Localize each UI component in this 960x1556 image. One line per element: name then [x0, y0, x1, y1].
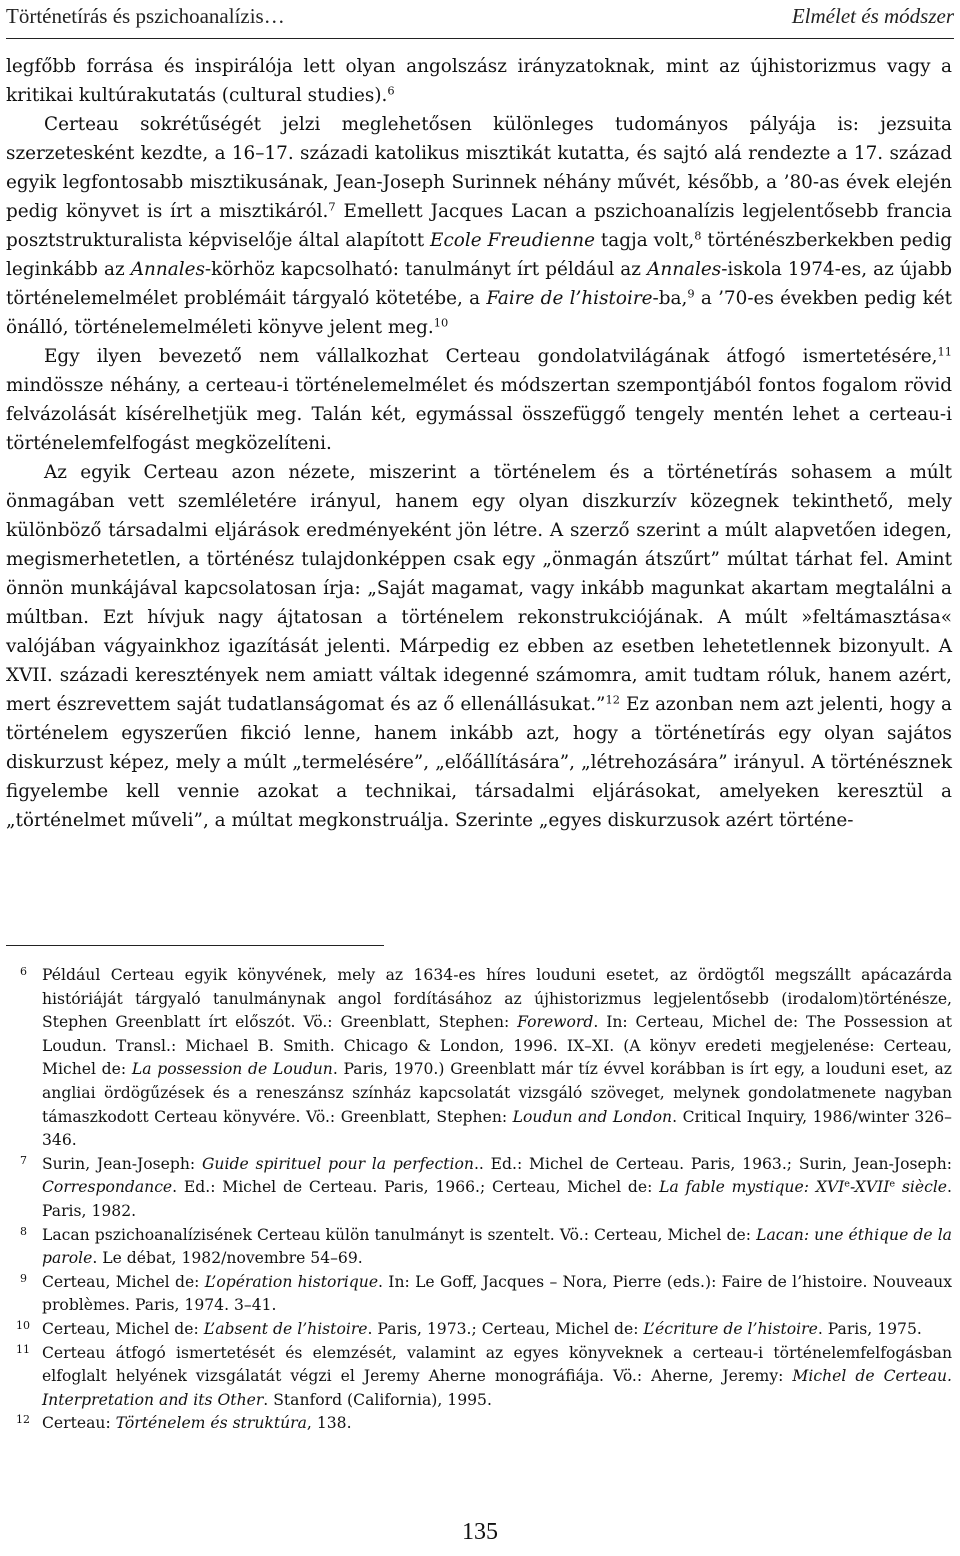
- footnote-8: [6, 1224, 952, 1271]
- text-run: tagja volt,: [594, 230, 695, 251]
- footnote-ref-6[interactable]: 6: [387, 83, 395, 98]
- italic-title: La fable mystique: XVI: [659, 1178, 845, 1197]
- text-run: Például Certeau egyik könyvének, mely az 1634-es híres louduni esetet, az ördögtől megszállt apácazárda históriáját tárgyaló tanulmánynak angol fordításához az újhistorizmus legjelentősebb (irodalom)történésze, Stephen Greenblatt írt előszót. Vö.: Greenblatt, Stephen:: [42, 966, 952, 1032]
- paragraph-3: [6, 342, 952, 458]
- running-header: [6, 4, 954, 34]
- text-run: . Paris, 1982.: [42, 1178, 952, 1220]
- footnote-7: [6, 1153, 952, 1224]
- footnote-ref-9[interactable]: 9: [687, 286, 695, 301]
- italic-title: Ecole Freudienne: [430, 230, 595, 251]
- italic-title: La possession de Loudun: [131, 1060, 333, 1079]
- footnote-number: 12: [16, 1413, 30, 1427]
- italic-title: Loudun and London: [512, 1107, 673, 1126]
- text-run: . Paris, 1975.: [817, 1319, 922, 1338]
- text-run: . In: Certeau, Michel de: The Possession at Loudun. Transl.: Michael B. Smith. Chicago & London, 1996. IX–XI. (A könyv eredeti megjelenése: Certeau, Michel de:: [42, 1013, 952, 1079]
- footnote-ref-12[interactable]: 12: [605, 692, 620, 707]
- italic-title: Foreword: [517, 1013, 594, 1032]
- footnote-9: [6, 1271, 952, 1318]
- footnote-separator: [6, 945, 384, 946]
- text-run: . Ed.: Michel de Certeau. Paris, 1966.; Certeau, Michel de:: [172, 1178, 660, 1197]
- paragraph-4: [6, 458, 952, 835]
- footnote-ref-10[interactable]: 10: [433, 315, 449, 330]
- footnote-10: [6, 1318, 952, 1342]
- italic-title: Annales: [130, 259, 205, 280]
- paragraph-1: [6, 52, 952, 110]
- text-run: Certeau sokrétűségét jelzi meglehetősen különleges tudományos pályája is: jezsuita szerzetesként kezdte, a 16–17. századi katolikus misztikát kutatta, és sajtó alá rendezte a 17. század egyik legfontosabb misztikusának, Jean-Joseph Surinnek néhány művét, később, a ’80-as évek elején pedig könyvet is írt a misztikáról.: [6, 114, 952, 222]
- footnote-12: [6, 1412, 952, 1436]
- italic-title: Michel de Certeau. Interpretation and its Other: [42, 1367, 952, 1409]
- italic-title: Történelem és struktúra: [115, 1414, 307, 1433]
- text-run: Surin, Jean-Joseph:: [42, 1154, 202, 1173]
- main-text: [6, 52, 952, 835]
- text-run: . Paris, 1973.; Certeau, Michel de:: [367, 1319, 644, 1338]
- text-run: . Paris, 1970.) Greenblatt már tíz évvel korábban is írt egy, a louduni eset, az angliai ördögűzések és a reneszánsz színház kapcsolatát vizsgáló szöveget, melynek gondolatmenete nagyban támaszkodott Certeau könyvére. Vö.: Greenblatt, Stephen:: [42, 1060, 952, 1126]
- text-run: -iskola 1974-es, az újabb történelemelmélet problémáit tárgyaló kötetébe, a: [6, 259, 952, 309]
- italic-title: L’écriture de l’histoire: [643, 1319, 818, 1338]
- text-run: történészberkekben pedig leginkább az: [6, 230, 952, 280]
- page-number: 135: [462, 1519, 498, 1545]
- text-run: . Critical Inquiry, 1986/winter 326–346.: [42, 1107, 952, 1150]
- text-run: Certeau:: [42, 1414, 116, 1433]
- text-run: Certeau átfogó ismertetését és elemzését, valamint az egyes könyveknek a certeau-i történelemfelfogásban elfoglalt helyének vizsgálatát végzi el Jeremy Aherne monográfiája. Vö.: Aherne, Jeremy:: [42, 1343, 952, 1386]
- footnote-number: 6: [20, 965, 27, 978]
- text-run: legfőbb forrása és inspirálója lett olyan angolszász irányzatoknak, mint az újhistorizmus vagy a kritikai kultúrakutatás (cultural studies).: [6, 56, 952, 106]
- text-run: mindössze néhány, a certeau-i történelemelmélet és módszertan szempontjából fontos fogalom rövid felvázolását kísérelhetjük meg. Talán két, egymással összefüggő tengely mentén lehet a certeau-i történelemfelfogást megközelíteni.: [6, 375, 952, 454]
- italic-title: Guide spirituel pour la perfection: [201, 1154, 474, 1173]
- text-run: -ba,: [652, 288, 688, 309]
- text-run: . Stanford (California), 1995.: [263, 1390, 492, 1409]
- footnote-number: 10: [16, 1318, 30, 1332]
- header-rule: [6, 38, 954, 39]
- footnote-6: [6, 964, 952, 1153]
- superscript: e: [844, 1179, 850, 1191]
- text-run: Az egyik Certeau azon nézete, miszerint a történelem és a történetírás sohasem a múlt önmagában vett szemléletére irányul, hanem egy olyan diszkurzív közegnek tekinthető, mely különböző társadalmi eljárások eredményeként jön létre. A szerző szerint a múlt alapvetően idegen, megismerhetetlen, a történész tulajdonképpen csak egy „önmagán átszűrt” múltat tárhat fel. Amint önnön munkájával kapcsolatosan írja: „Saját magamat, vagy inkább magunkat akartam megtalálni a múltban. Ezt hívjuk nagy ájtatosan a történelem rekonstrukciójának. A múlt »feltámasztása« valójában vágyainkhoz igazítását jelenti. Márpedig ez ebben az esetben lehetetlennek bizonyult. A XVII. századi keresztények nem amiatt váltak idegenné számomra, amit tudtam róluk, hanem azért, mert észrevettem saját tudatlanságomat és az ő ellenállásukat.”: [6, 462, 952, 715]
- footnote-number: 8: [20, 1224, 27, 1238]
- superscript: e: [889, 1179, 896, 1191]
- footnote-number: 9: [20, 1271, 27, 1285]
- italic-title: -XVII: [849, 1178, 890, 1197]
- text-run: .. Ed.: Michel de Certeau. Paris, 1963.; Surin, Jean-Joseph:: [473, 1154, 953, 1173]
- header-left-title: Történetírás és pszichoanalízis…: [6, 4, 285, 28]
- text-run: Certeau, Michel de:: [42, 1272, 205, 1291]
- footnote-number: 11: [16, 1342, 30, 1356]
- paragraph-2: [6, 110, 952, 342]
- text-run: . In: Le Goff, Jacques – Nora, Pierre (eds.): Faire de l’histoire. Nouveaux problèmes. Paris, 1974. 3–41.: [42, 1272, 952, 1315]
- text-run: Lacan pszichoanalízisének Certeau külön tanulmányt is szentelt. Vö.: Certeau, Michel de:: [42, 1225, 757, 1244]
- text-run: Emellett Jacques Lacan a pszichoanalízis legjelentősebb francia posztstrukturalista képviselője által alapított: [6, 201, 952, 251]
- text-run: Egy ilyen bevezető nem vállalkozhat Certeau gondolatvilágának átfogó ismertetésére,: [44, 346, 938, 367]
- italic-title: Lacan: une éthique de la parole: [42, 1225, 952, 1268]
- footnote-11: [6, 1342, 952, 1413]
- italic-title: Faire de l’histoire: [486, 288, 653, 309]
- text-run: . Le débat, 1982/novembre 54–69.: [92, 1249, 363, 1268]
- text-run: -körhöz kapcsolható: tanulmányt írt például az: [204, 259, 648, 280]
- italic-title: L’opération historique: [204, 1272, 379, 1291]
- footnote-number: 7: [20, 1153, 27, 1167]
- italic-title: siècle: [895, 1178, 948, 1197]
- italic-title: Correspondance: [42, 1178, 173, 1197]
- italic-title: L’absent de l’histoire: [203, 1319, 368, 1338]
- footnotes: [6, 964, 952, 1436]
- footnote-ref-11[interactable]: 11: [937, 344, 952, 359]
- header-right-title: Elmélet és módszer: [791, 4, 954, 28]
- text-run: , 138.: [306, 1414, 352, 1433]
- text-run: Ez azonban nem azt jelenti, hogy a történelem egyszerűen fikció lenne, hanem inkább azt, hogy a történetírás egy olyan sajátos diskurzust képez, mely a múlt „termelésére”, „előállítására”, „létrehozására” irányul. A történésznek figyelembe kell vennie azokat a technikai, társadalmi eljárásokat, amelyeken keresztül a „történelmet műveli”, a múltat megkonstruálja. Szerinte „egyes diskurzusok azért történe-: [6, 694, 952, 831]
- text-run: a ’70-es években pedig két önálló, történelemelméleti könyve jelent meg.: [6, 288, 952, 338]
- italic-title: Annales: [647, 259, 722, 280]
- footnote-ref-7[interactable]: 7: [328, 199, 336, 214]
- footnote-ref-8[interactable]: 8: [694, 228, 702, 243]
- text-run: Certeau, Michel de:: [42, 1319, 204, 1338]
